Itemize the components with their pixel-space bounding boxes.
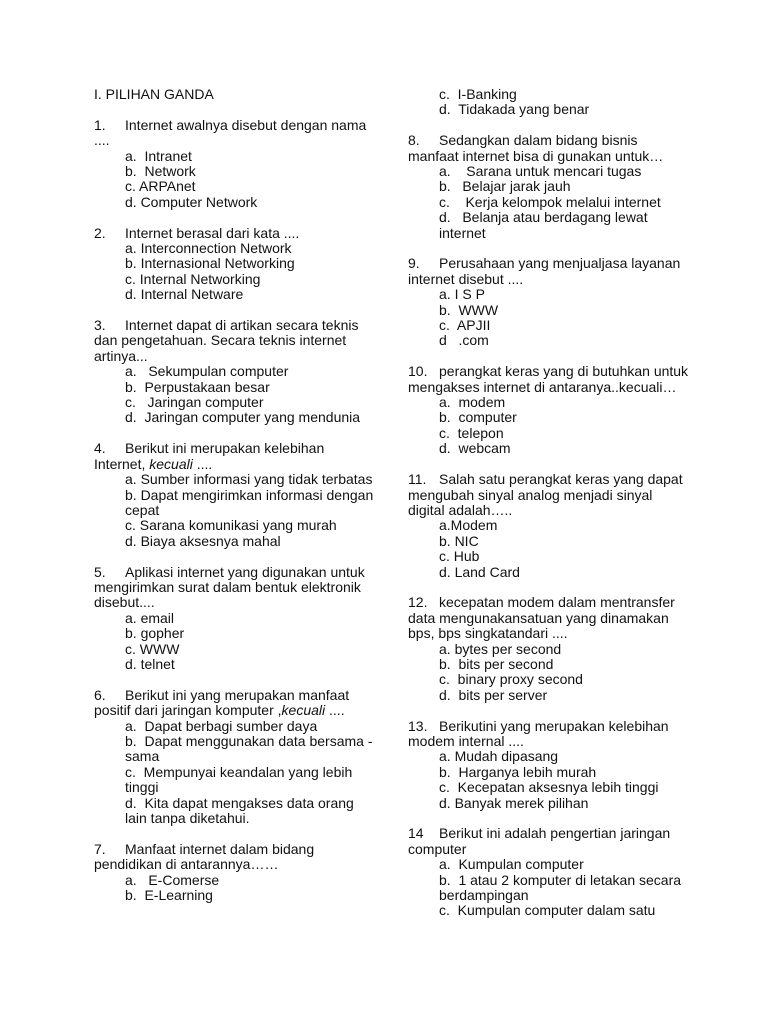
question-stem: perangkat keras yang di butuhkan untuk mengakses internet di antaranya..kecuali… — [408, 363, 692, 395]
question-stem: kecepatan modem dalam mentransfer data mengunakansatuan yang dinamakan bps, bps singkatandari .... — [408, 594, 679, 642]
question-number: 9. — [408, 255, 420, 272]
option: c. Internal Networking — [125, 270, 261, 287]
question-4 — [94, 441, 376, 549]
question-stem: Berikut ini yang merupakan manfaat positif dari jaringan komputer , — [94, 686, 354, 719]
option: b. NIC — [439, 532, 479, 549]
option: a. E-Comerse — [125, 871, 220, 888]
option: d. Jaringan computer yang mendunia — [125, 409, 361, 426]
question-number: 1. — [94, 116, 106, 133]
question-11 — [408, 472, 690, 580]
option: c. WWW — [125, 640, 180, 657]
question-10 — [408, 364, 690, 456]
option: c. binary proxy second — [439, 671, 583, 688]
option: b. gopher — [125, 625, 185, 642]
right-column — [408, 87, 690, 934]
question-number: 8. — [408, 132, 420, 149]
question-number: 10. — [408, 363, 428, 380]
option: b. Harganya lebih murah — [439, 763, 597, 780]
option: a. Sumber informasi yang tidak terbatas — [125, 471, 373, 488]
question-keyword: kecuali — [281, 702, 326, 719]
option: c. Kumpulan computer dalam satu — [439, 902, 656, 919]
option: c. I-Banking — [439, 86, 517, 102]
option: b. Internasional Networking — [125, 255, 295, 272]
option: d. Banyak merek pilihan — [439, 794, 589, 811]
option: b. Perpustakaan besar — [125, 378, 270, 395]
question-stem: Internet berasal dari kata .... — [125, 224, 300, 241]
option: d. webcam — [439, 440, 511, 457]
question-stem: Berikut ini merupakan kelebihan Internet, — [94, 440, 329, 472]
question-keyword: kecuali — [149, 455, 193, 472]
question-stem-end: .... — [325, 702, 345, 719]
option: b. Dapat menggunakan data bersama - sama — [125, 732, 377, 765]
option: b. Dapat mengirimkan informasi dengan cepat — [125, 486, 378, 518]
option: d. Belanja atau berdagang lewat internet — [439, 209, 652, 241]
question-2 — [94, 226, 376, 303]
option: d. Tidakada yang benar — [439, 101, 590, 118]
section-title: I. PILIHAN GANDA — [94, 86, 214, 102]
question-stem: Berikut ini adalah pengertian jaringan computer — [408, 825, 675, 857]
option: d. Computer Network — [125, 193, 258, 210]
option: b. computer — [439, 409, 517, 426]
option: d. Land Card — [439, 563, 520, 580]
question-stem: Internet awalnya disebut dengan nama .... — [94, 116, 371, 149]
question-stem: Internet dapat di artikan secara teknis dan pengetahuan. Secara teknis internet artinya... — [94, 317, 363, 364]
question-13 — [408, 719, 690, 811]
option: c. Kecepatan aksesnya lebih tinggi — [439, 779, 659, 796]
option: d. Kita dapat mengakses data orang lain tanpa diketahui. — [125, 794, 358, 826]
question-number: 12. — [408, 594, 428, 611]
option: a. Dapat berbagi sumber daya — [125, 717, 318, 734]
option: b. E-Learning — [125, 887, 213, 904]
question-number: 14 — [408, 825, 424, 842]
question-7 — [94, 842, 376, 904]
option: b. 1 atau 2 komputer di letakan secara berdampingan — [439, 871, 685, 904]
option: a. Kumpulan computer — [439, 856, 584, 873]
option: c. telepon — [439, 424, 504, 441]
option: a. I S P — [439, 286, 485, 303]
question-5 — [94, 565, 376, 673]
question-number: 7. — [94, 840, 106, 857]
question-stem: Perusahaan yang menjualjasa layanan internet disebut .... — [408, 255, 685, 287]
question-number: 6. — [94, 686, 106, 703]
option: a. Sekumpulan computer — [125, 363, 289, 380]
option: b. bits per second — [439, 655, 554, 672]
option: d .com — [439, 332, 489, 349]
option: a. modem — [439, 394, 506, 411]
question-stem: Aplikasi internet yang digunakan untuk mengirimkan surat dalam bentuk elektronik disebut.... — [94, 563, 369, 611]
option: c. Kerja kelompok melalui internet — [439, 193, 661, 210]
option: c. Sarana komunikasi yang murah — [125, 517, 337, 534]
option: a. Intranet — [125, 147, 192, 164]
question-stem: Sedangkan dalam bidang bisnis manfaat internet bisa di gunakan untuk… — [408, 132, 664, 164]
option: d. Biaya aksesnya mahal — [125, 532, 281, 549]
option: c. Mempunyai keandalan yang lebih tinggi — [125, 763, 357, 796]
question-number: 13. — [408, 717, 428, 734]
question-number: 4. — [94, 440, 106, 457]
question-14 — [408, 826, 690, 918]
question-7-continued — [408, 87, 690, 118]
option: c. APJII — [439, 317, 491, 334]
question-1 — [94, 118, 376, 210]
option: c. ARPAnet — [125, 178, 196, 195]
option: b. WWW — [439, 301, 499, 318]
option: a. email — [125, 609, 175, 626]
question-number: 3. — [94, 317, 106, 334]
option: a. bytes per second — [439, 640, 562, 657]
option: a. Mudah dipasang — [439, 748, 559, 765]
option: d. bits per server — [439, 686, 548, 703]
option: b. Belajar jarak jauh — [439, 178, 571, 195]
option: c. Hub — [439, 548, 480, 565]
question-stem: Berikutini yang merupakan kelebihan modem internal .... — [408, 717, 673, 749]
option: d. Internal Netware — [125, 286, 244, 303]
question-9 — [408, 256, 690, 348]
question-number: 11. — [408, 471, 427, 488]
option: a. Sarana untuk mencari tugas — [439, 163, 642, 180]
question-12 — [408, 595, 690, 703]
question-number: 5. — [94, 563, 106, 580]
question-stem: Salah satu perangkat keras yang dapat mengubah sinyal analog menjadi sinyal digital adalah….. — [408, 471, 687, 518]
question-6 — [94, 688, 376, 827]
question-number: 2. — [94, 224, 106, 241]
option: a. Interconnection Network — [125, 240, 292, 257]
question-stem-end: .... — [192, 455, 213, 472]
option: b. Network — [125, 163, 196, 180]
question-8 — [408, 133, 690, 241]
question-stem: Manfaat internet dalam bidang pendidikan di antarannya…… — [94, 840, 319, 873]
question-3 — [94, 318, 376, 426]
option: a.Modem — [439, 517, 498, 534]
option: d. telnet — [125, 655, 175, 672]
left-column — [94, 87, 376, 919]
option: c. Jaringan computer — [125, 394, 264, 411]
